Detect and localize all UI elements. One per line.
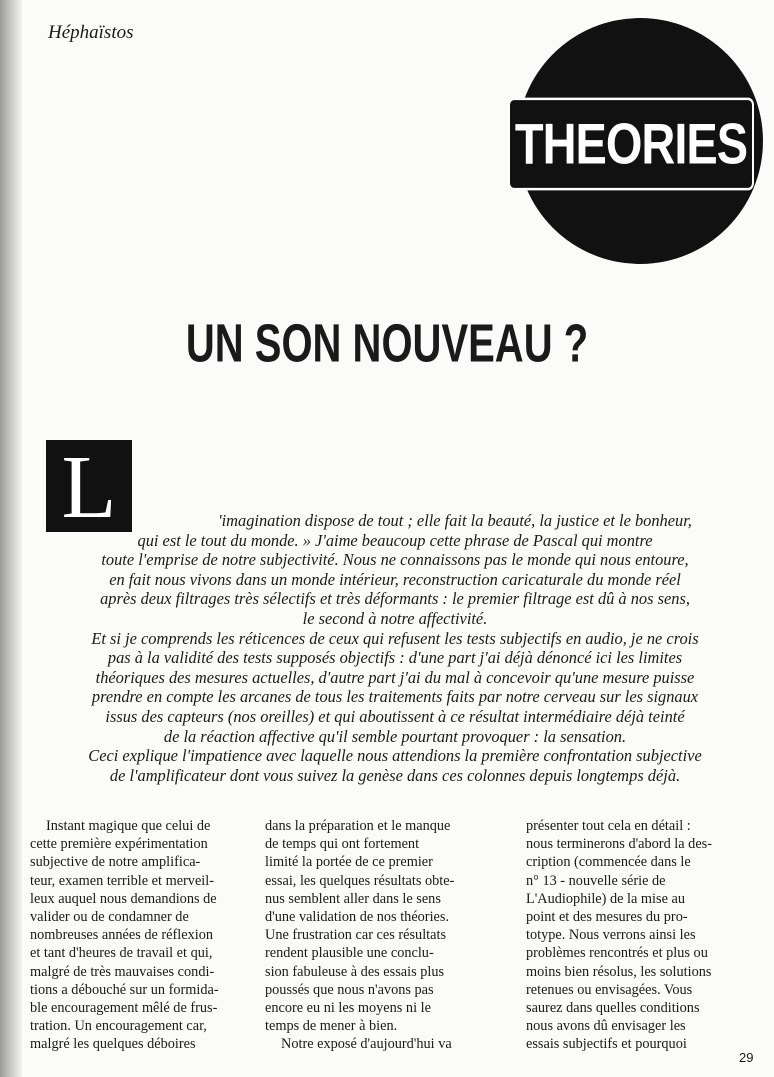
intro-line: théoriques des mesures actuelles, d'autre part j'ai du mal à concevoir qu'une mesure puisse (95, 667, 695, 687)
section-badge: THEORIES (508, 98, 754, 191)
intro-line: prendre en compte les arcanes de tous les traitements faits par notre cerveau sur les signaux (91, 687, 699, 707)
intro-line: Ceci explique l'impatience avec laquelle nous attendions la première confrontation subjective (88, 746, 702, 766)
intro-line: pas à la validité des tests supposés objectifs : d'une part j'ai déjà dénoncé ici les limites (107, 648, 683, 668)
page-number: 29 (739, 1050, 754, 1065)
drop-cap: L (46, 440, 132, 532)
body-line: présenter tout cela en détail : (526, 818, 691, 834)
body-line: Notre exposé d'aujourd'hui va (281, 1036, 452, 1053)
body-line: nous terminerons d'abord la des- (526, 836, 713, 853)
body-line: subjective de notre amplifica- (30, 854, 201, 871)
body-line: tions a débouché sur un formida- (30, 981, 219, 998)
body-column-1 (30, 817, 244, 1054)
intro-line: 'imagination dispose de tout ; elle fait la beauté, la justice et le bonheur, (218, 511, 692, 530)
intro-line: de l'amplificateur dont vous suivez la genèse dans ces colonnes depuis longtemps déjà. (109, 765, 681, 785)
body-line: de temps qui ont fortement (265, 836, 420, 853)
body-line: n° 13 - nouvelle série de (526, 872, 666, 889)
intro-line: issus des capteurs (nos oreilles) et qui aboutissent à ce résultat intermédiaire déjà teinté (105, 706, 685, 726)
body-line: essais subjectifs et pourquoi (526, 1036, 687, 1053)
body-line: Instant magique que celui de (46, 818, 211, 834)
body-line: problèmes rencontrés et plus ou (526, 945, 708, 962)
body-line: retenues ou envisagées. Vous (526, 981, 693, 998)
body-line: Une frustration car ces résultats (265, 927, 447, 944)
running-header: Héphaïstos (48, 22, 134, 43)
body-line: saurez dans quelles conditions (526, 1000, 700, 1017)
intro-line: qui est le tout du monde. » J'aime beaucoup cette phrase de Pascal qui montre (137, 530, 653, 550)
body-line: sion fabuleuse à des essais plus (265, 963, 445, 980)
body-line: malgré de très mauvaises condi- (30, 963, 215, 980)
article-intro (16, 511, 774, 785)
body-line: d'une validation de nos théories. (265, 909, 450, 926)
body-line: teur, examen terrible et merveil- (30, 872, 215, 889)
body-line: poussés que nous n'avons pas (265, 981, 434, 998)
body-line: nus semblent aller dans le sens (265, 890, 441, 907)
body-column-3 (526, 817, 740, 1054)
intro-line: de la réaction affective qu'il semble pourtant provoquer : la sensation. (163, 726, 627, 746)
body-line: limité la portée de ce premier (265, 854, 433, 871)
body-line: cette première expérimentation (30, 836, 208, 853)
intro-line: après deux filtrages très sélectifs et très déformants : le premier filtrage est dû à nos sens, (100, 589, 690, 609)
body-line: ble encouragement mêlé de frus- (30, 1000, 218, 1017)
body-line: temps de mener à bien. (265, 1018, 398, 1035)
body-line: tration. Un encouragement car, (30, 1018, 207, 1035)
body-line: totype. Nous verrons ainsi les (526, 927, 696, 944)
article-title: UN SON NOUVEAU ? (185, 314, 589, 374)
body-line: point et des mesures du pro- (526, 909, 688, 926)
body-line: nombreuses années de réflexion (30, 927, 214, 944)
intro-line: en fait nous vivons dans un monde intérieur, reconstruction caricaturale du monde réel (109, 569, 681, 589)
body-column-2 (265, 817, 479, 1054)
body-line: nous avons dû envisager les (526, 1018, 686, 1035)
body-line: leux auquel nous demandions de (30, 890, 217, 907)
body-line: L'Audiophile) de la mise au (526, 890, 686, 907)
body-line: essai, les quelques résultats obte- (265, 872, 455, 889)
body-line: encore eu ni les moyens ni le (265, 1000, 431, 1017)
intro-line: toute l'emprise de notre subjectivité. Nous ne connaissons pas le monde qui nous entoure, (101, 550, 689, 570)
body-line: cription (commencée dans le (526, 854, 691, 871)
intro-line: le second à notre affectivité. (302, 608, 488, 628)
body-line: rendent plausible une conclu- (265, 945, 434, 962)
body-line: malgré les quelques déboires (30, 1036, 196, 1053)
body-line: valider ou de condamner de (30, 909, 189, 926)
intro-line: Et si je comprends les réticences de ceux qui refusent les tests subjectifs en audio, je ne crois (91, 628, 699, 648)
body-line: dans la préparation et le manque (265, 818, 451, 834)
body-line: moins bien résolus, les solutions (526, 963, 712, 980)
body-line: et tant d'heures de travail et qui, (30, 945, 213, 962)
